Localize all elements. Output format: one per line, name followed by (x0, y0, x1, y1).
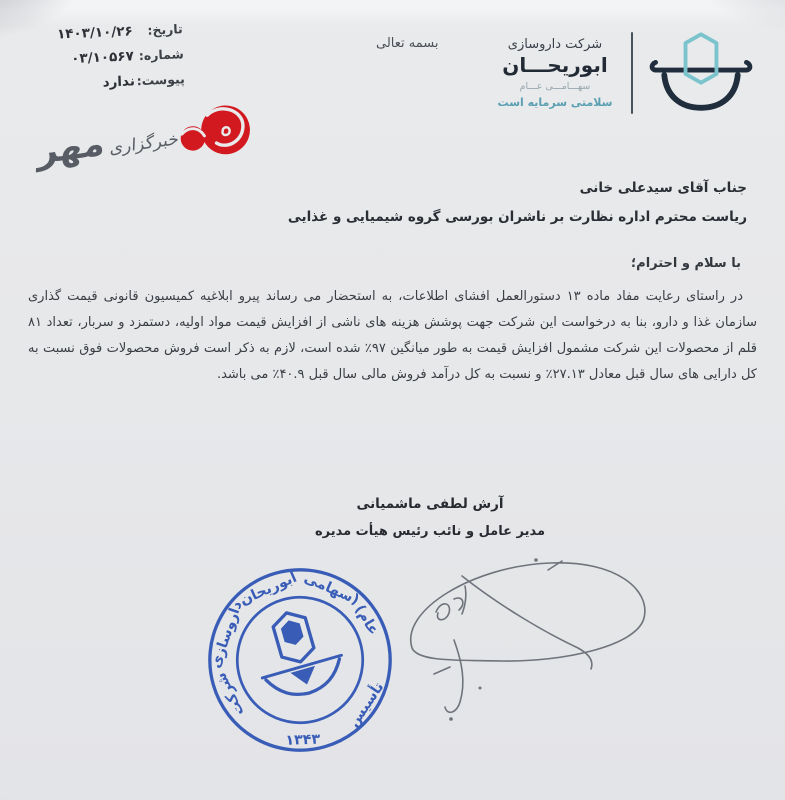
number-row (50, 46, 185, 68)
stamp-ring-word: (سهامی (301, 570, 362, 609)
stamp-center-logo-icon (247, 602, 349, 705)
stamp-ring-word: داروسازی (207, 599, 246, 671)
besmele-text: بسمه تعالی (376, 36, 439, 51)
attachment-label: پیوست: (136, 71, 186, 89)
letterhead (489, 30, 759, 116)
signer-title: مدیر عامل و نائب رئیس هیأت مدیره (314, 524, 546, 539)
stamp-ring-word: شرکت (213, 669, 248, 719)
company-logo-icon (643, 30, 759, 116)
stamp-bottom-word: تأسیس (345, 679, 388, 731)
signer-block (280, 496, 580, 539)
attachment-row (51, 71, 186, 93)
salutation: با سلام و احترام؛ (630, 256, 741, 271)
mehr-logo-icon (177, 98, 256, 164)
number-label: شماره: (138, 46, 185, 64)
attachment-value: ندارد (102, 73, 136, 91)
stamp-ring-word: ابوریحان (237, 569, 300, 609)
number-value: ۰۳/۱۰۵۶۷ (70, 48, 135, 67)
addressee-block (288, 174, 747, 232)
addressee-title: ریاست محترم اداره نظارت بر ناشران بورسی گروه شیمیایی و غذایی (287, 209, 747, 225)
company-name: ابوریحـــان (502, 53, 608, 77)
company-type: سهـــامـــی عـــام (519, 81, 591, 92)
mehr-agency-word: خبرگزاری (109, 129, 180, 159)
header-meta (48, 21, 185, 102)
letterhead-text (489, 37, 621, 109)
company-prefix: شرکت داروسازی (507, 37, 603, 52)
addressee-name: جناب آقای سیدعلی خانی (579, 180, 747, 196)
signer-name: آرش لطفی ماشمیانی (356, 496, 504, 512)
company-stamp (179, 539, 421, 781)
stamp-ring-word: عام) (351, 602, 382, 638)
signature-scribble (388, 548, 668, 723)
mehr-calligraphy (37, 113, 180, 173)
date-value: ۱۴۰۳/۱۰/۲۶ (56, 23, 134, 43)
mehr-watermark (37, 98, 256, 171)
date-label: تاریخ: (147, 21, 183, 38)
date-row (48, 21, 183, 43)
mehr-name-word: مهر (37, 123, 106, 173)
letterhead-divider (631, 32, 633, 114)
company-slogan: سلامتی سرمایه است (497, 96, 613, 109)
letter-body: در راستای رعایت مفاد ماده ۱۳ دستورالعمل افشای اطلاعات، به استحضار می رساند پیرو ابلاغیه کمیسیون قانونی قیمت گذاری سازمان غذا و دارو، بنا به درخواست این شرکت جهت پوشش هزینه های ناشی از افزایش قیمت مواد اولیه، دستمزد و سربار، تعداد ۸۱ قلم از محصولات این شرکت مشمول افزایش قیمت به طور میانگین ۹۷٪ شده است، لازم به ذکر است فروش محصولات فوق نسبت به کل دارایی های سال قبل معادل ۲۷.۱۳٪ و نسبت به کل درآمد فروش مالی سال قبل ۴۰.۹٪ می باشد. (28, 289, 757, 382)
stamp-bottom-word: ۱۳۴۳ (285, 731, 321, 749)
